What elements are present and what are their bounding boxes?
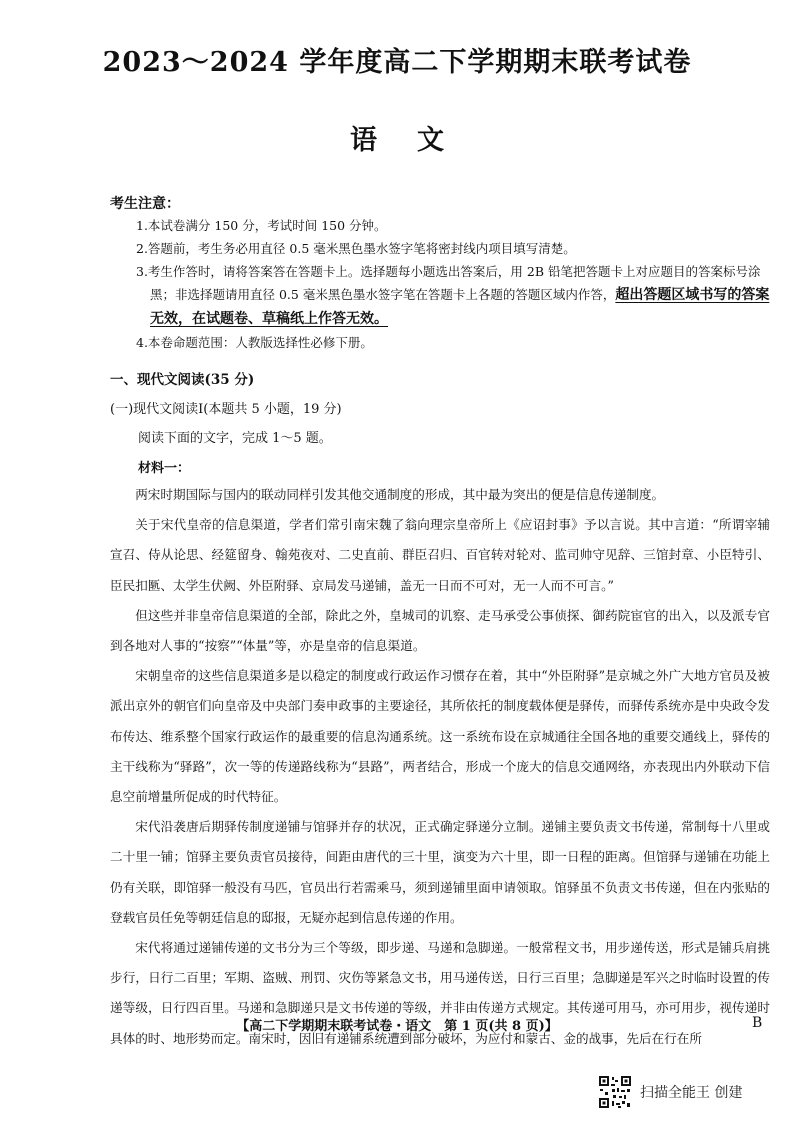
paragraph: 宋代将通过递铺传递的文书分为三个等级，即步递、马递和急脚递。一般常程文书，用步递传送，形式是铺兵肩挑步行，日行二百里；军期、盗贼、刑罚、灾伤等紧急文书，用马递传送，日行三百里；急脚递是军兴之时临时设置的传递等级，日行四百里。马递和急脚递只是文书传递的等级，并非由传递方式规定。其传递可用马，亦可用步，视传递时具体的时、地形势而定。南宋时，因旧有递铺系统遭到部分破坏，为应付和蒙古、金的战事，先后在行在所: [110, 940, 770, 1046]
reading-instruction: 阅读下面的文字，完成 1～5 题。: [138, 431, 332, 446]
exam-title: 2023～2024 学年度高二下学期期末联考试卷: [102, 47, 692, 78]
page-footer: 【高二下学期期末联考试卷・语文 第 1 页(共 8 页)】: [236, 1019, 558, 1034]
notice-item-3: [136, 260, 776, 331]
scanner-watermark: 扫描全能王 创建: [640, 1085, 743, 1101]
notice-item-2: 2.答题前，考生务必用直径 0.5 毫米黑色墨水签字笔将密封线内项目填写清楚。: [136, 241, 576, 256]
notice-item-3-emphasis: 超出答题区域书写的答案无效，在试题卷、草稿纸上作答无效。: [150, 287, 770, 327]
paragraph: 关于宋代皇帝的信息渠道，学者们常引南宋魏了翁向理宗皇帝所上《应诏封事》予以言说。其中言道：“所谓宰辅宣召、侍从论思、经筵留身、翰苑夜对、二史直前、群臣召归、百官转对轮对、监司帅守见辞、三馆封章、小臣特引、臣民扣匦、太学生伏阙、外臣附驿、京局发马递铺，盖无一日而不可对，无一人而不可言。”: [110, 517, 770, 593]
section-heading: 一、现代文阅读(35 分): [110, 372, 255, 388]
paragraph: 两宋时期国际与国内的联动同样引发其他交通制度的形成，其中最为突出的便是信息传递制度。: [135, 487, 665, 502]
subject-title: 语文: [350, 125, 484, 156]
paragraph: 宋朝皇帝的这些信息渠道多是以稳定的制度或行政运作习惯存在着，其中“外臣附驿”是京城之外广大地方官员及被派出京外的朝官们向皇帝及中央部门奏申政事的主要途径，其所依托的制度载体便是驿传，而驿传系统亦是中央政令发布传达、维系整个国家行政运作的最重要的信息沟通系统。这一系统布设在京城通往全国各地的重要交通线上，驿传的主干线称为“驿路”，次一等的传递路线称为“县路”，两者结合，形成一个庞大的信息交通网络，亦表现出内外联动下信息空前增量所促成的时代特征。: [110, 668, 770, 805]
notice-list: [136, 214, 776, 354]
passage-body: [110, 480, 770, 1054]
subsection-heading: (一)现代文阅读Ⅰ(本题共 5 小题，19 分): [110, 402, 342, 417]
notice-item-3-text: 3.考生作答时，请将答案答在答题卡上。选择题每小题选出答案后，用 2B 铅笔把答题卡上对应题目的答案标号涂黑；非选择题请用直径 0.5 毫米黑色墨水签字笔在答题卡上各题的答题区域内作答，: [136, 264, 761, 302]
notice-heading: 考生注意：: [110, 196, 180, 212]
paragraph: 但这些并非皇帝信息渠道的全部，除此之外，皇城司的讥察、走马承受公事侦探、御药院宦官的出入，以及派专官到各地对人事的“按察”“体量”等，亦是皇帝的信息渠道。: [110, 607, 770, 654]
notice-item-4: 4.本卷命题范围：人教版选择性必修下册。: [136, 335, 373, 350]
version-mark: B: [752, 1015, 763, 1031]
material-label: 材料一：: [138, 461, 191, 476]
paragraph: 宋代沿袭唐后期驿传制度递铺与馆驿并存的状况，正式确定驿递分立制。递铺主要负责文书传递，常制每十八里或二十里一铺；馆驿主要负责官员接待，间距由唐代的三十里，演变为六十里，即一日程的距离。但馆驿与递铺在功能上仍有关联，即馆驿一般没有马匹，官员出行若需乘马，须到递铺里面申请领取。馆驿虽不负责文书传递，但在内张贴的登载官员任免等朝廷信息的邸报，无疑亦起到信息传递的作用。: [110, 819, 770, 925]
notice-item-1: 1.本试卷满分 150 分，考试时间 150 分钟。: [136, 218, 387, 233]
qr-code-icon: [598, 1075, 632, 1109]
